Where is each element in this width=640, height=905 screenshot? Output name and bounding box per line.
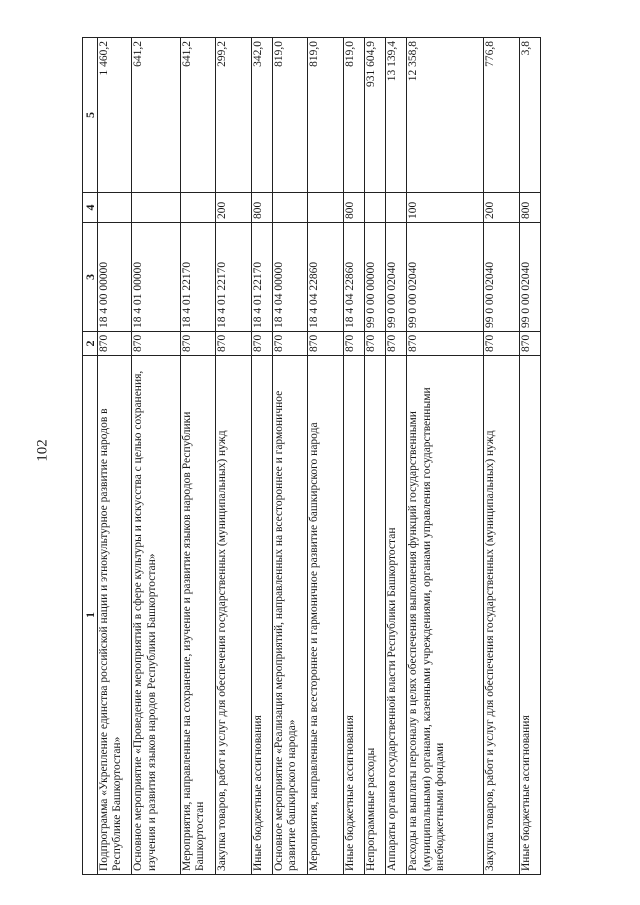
row-amount: 1 460,2 bbox=[98, 38, 132, 193]
row-classification: 18 4 04 00000 bbox=[272, 223, 307, 332]
row-amount: 931 604,9 bbox=[364, 38, 385, 193]
row-classification: 18 4 01 00000 bbox=[132, 223, 181, 332]
row-amount: 641,2 bbox=[180, 38, 215, 193]
row-name: Закупка товаров, работ и услуг для обеспечения государственных (муниципальных) нужд bbox=[216, 356, 251, 875]
table-row bbox=[364, 38, 385, 875]
table-row bbox=[216, 38, 251, 875]
row-expense-type: 200 bbox=[216, 193, 251, 223]
row-name: Иные бюджетные ассигнования bbox=[343, 356, 364, 875]
row-name: Основное мероприятие «Реализация мероприятий, направленных на всестороннее и гармоничное развитие башкирского народа» bbox=[272, 356, 307, 875]
row-amount: 819,0 bbox=[272, 38, 307, 193]
row-code: 870 bbox=[98, 332, 132, 356]
row-name: Подпрограмма «Укрепление единства российской нации и этнокультурное развитие народов в Республике Башкортостан» bbox=[98, 356, 132, 875]
row-classification: 99 0 00 02040 bbox=[519, 223, 540, 332]
header-cell: 5 bbox=[83, 38, 98, 193]
row-amount: 819,0 bbox=[343, 38, 364, 193]
table-row bbox=[180, 38, 215, 875]
table-row bbox=[251, 38, 272, 875]
row-code: 870 bbox=[364, 332, 385, 356]
header-cell: 1 bbox=[83, 356, 98, 875]
row-expense-type: 100 bbox=[407, 193, 484, 223]
table-row bbox=[308, 38, 343, 875]
header-cell: 4 bbox=[83, 193, 98, 223]
row-expense-type bbox=[132, 193, 181, 223]
row-amount: 819,0 bbox=[308, 38, 343, 193]
row-expense-type bbox=[98, 193, 132, 223]
budget-table bbox=[82, 37, 541, 875]
row-amount: 641,2 bbox=[132, 38, 181, 193]
row-code: 870 bbox=[251, 332, 272, 356]
table-row bbox=[519, 38, 540, 875]
row-name: Иные бюджетные ассигнования bbox=[251, 356, 272, 875]
row-amount: 299,2 bbox=[216, 38, 251, 193]
row-classification: 18 4 01 22170 bbox=[180, 223, 215, 332]
table-row bbox=[98, 38, 132, 875]
row-expense-type bbox=[180, 193, 215, 223]
header-cell: 3 bbox=[83, 223, 98, 332]
row-classification: 18 4 01 22170 bbox=[251, 223, 272, 332]
table-row bbox=[343, 38, 364, 875]
row-code: 870 bbox=[386, 332, 407, 356]
table-row bbox=[484, 38, 519, 875]
row-amount: 3,8 bbox=[519, 38, 540, 193]
row-name: Закупка товаров, работ и услуг для обеспечения государственных (муниципальных) нужд bbox=[484, 356, 519, 875]
budget-table-sheet bbox=[82, 38, 541, 875]
row-name: Основное мероприятие «Проведение мероприятий в сфере культуры и искусства с целью сохранения, изучения и развития языков народов Республики Башкортостан» bbox=[132, 356, 181, 875]
row-classification: 99 0 00 02040 bbox=[484, 223, 519, 332]
row-expense-type bbox=[364, 193, 385, 223]
rotated-table-container bbox=[82, 38, 541, 875]
row-classification: 99 0 00 02040 bbox=[407, 223, 484, 332]
row-code: 870 bbox=[484, 332, 519, 356]
row-name: Расходы на выплаты персоналу в целях обеспечения выполнения функций государственными (муниципальными) органами, казенными учреждениями, органами управления государственными внебюджетными фондами bbox=[407, 356, 484, 875]
row-classification: 18 4 01 22170 bbox=[216, 223, 251, 332]
row-classification: 99 0 00 00000 bbox=[364, 223, 385, 332]
row-name: Мероприятия, направленные на сохранение, изучение и развитие языков народов Республики Башкортостан bbox=[180, 356, 215, 875]
row-name: Аппараты органов государственной власти Республики Башкортостан bbox=[386, 356, 407, 875]
row-name: Непрограммные расходы bbox=[364, 356, 385, 875]
row-name: Мероприятия, направленные на всестороннее и гармоничное развитие башкирского народа bbox=[308, 356, 343, 875]
row-code: 870 bbox=[180, 332, 215, 356]
row-amount: 776,8 bbox=[484, 38, 519, 193]
row-expense-type bbox=[308, 193, 343, 223]
row-code: 870 bbox=[272, 332, 307, 356]
row-expense-type bbox=[272, 193, 307, 223]
row-classification: 18 4 04 22860 bbox=[308, 223, 343, 332]
row-code: 870 bbox=[132, 332, 181, 356]
row-name: Иные бюджетные ассигнования bbox=[519, 356, 540, 875]
row-amount: 12 358,8 bbox=[407, 38, 484, 193]
row-expense-type: 200 bbox=[484, 193, 519, 223]
row-expense-type bbox=[386, 193, 407, 223]
table-row bbox=[272, 38, 307, 875]
row-amount: 342,0 bbox=[251, 38, 272, 193]
row-code: 870 bbox=[343, 332, 364, 356]
row-code: 870 bbox=[308, 332, 343, 356]
table-row bbox=[386, 38, 407, 875]
row-expense-type: 800 bbox=[343, 193, 364, 223]
table-row bbox=[132, 38, 181, 875]
header-cell: 2 bbox=[83, 332, 98, 356]
page-number: 102 bbox=[34, 439, 51, 462]
row-expense-type: 800 bbox=[251, 193, 272, 223]
row-classification: 99 0 00 02040 bbox=[386, 223, 407, 332]
row-code: 870 bbox=[216, 332, 251, 356]
row-classification: 18 4 04 22860 bbox=[343, 223, 364, 332]
row-code: 870 bbox=[519, 332, 540, 356]
row-code: 870 bbox=[407, 332, 484, 356]
table-header-row bbox=[83, 38, 98, 875]
row-amount: 13 139,4 bbox=[386, 38, 407, 193]
row-expense-type: 800 bbox=[519, 193, 540, 223]
row-classification: 18 4 00 00000 bbox=[98, 223, 132, 332]
table-row bbox=[407, 38, 484, 875]
